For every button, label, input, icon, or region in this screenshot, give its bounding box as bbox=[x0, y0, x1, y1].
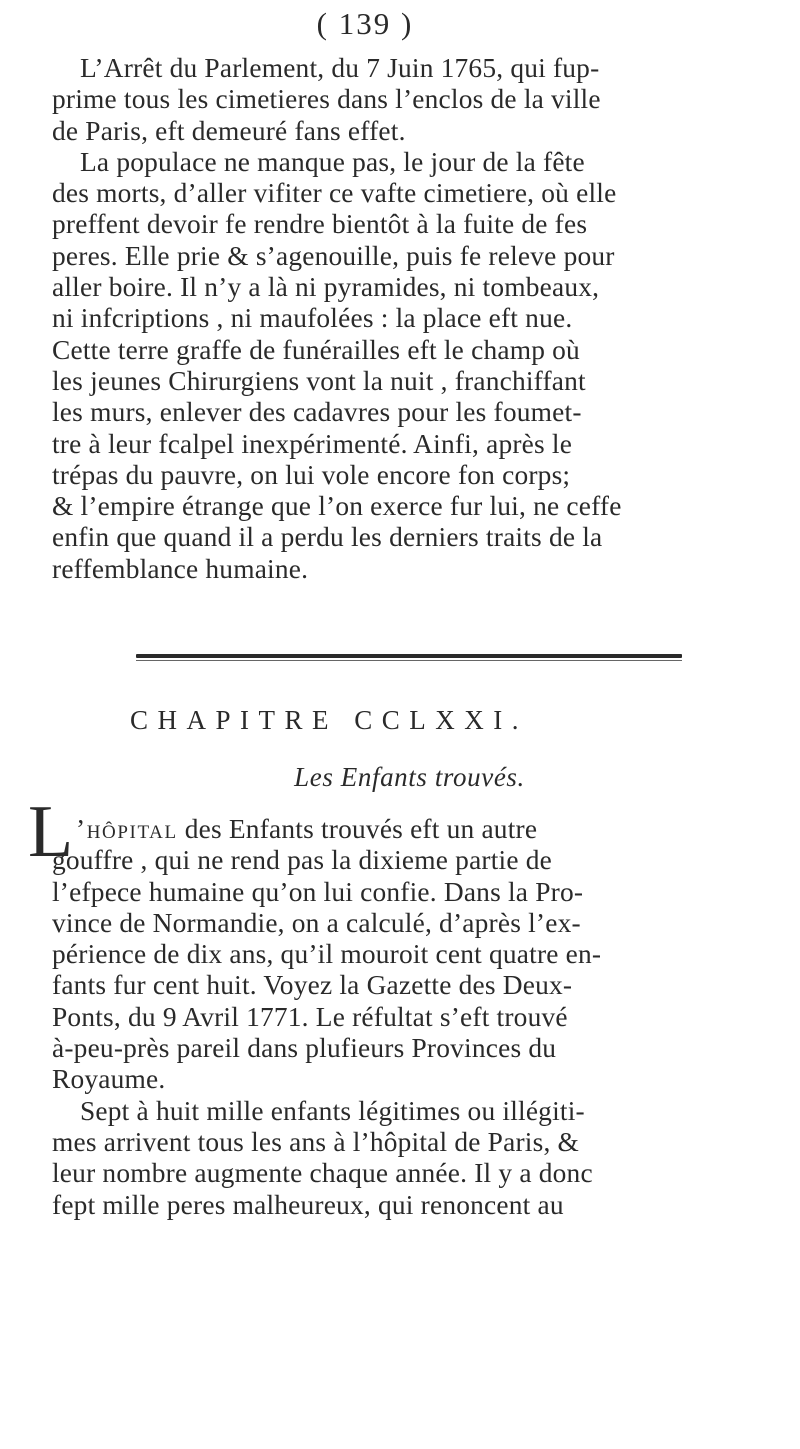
page-number: ( 139 ) bbox=[316, 6, 414, 41]
paragraph-line: prime tous les cimetieres dans l’enclos de la ville bbox=[52, 84, 601, 115]
paragraph-line: preffent devoir fe rendre bientôt à la fuite de fes bbox=[52, 209, 588, 240]
paragraph-line: trépas du pauvre, on lui vole encore fon corps; bbox=[52, 459, 571, 490]
paragraph-line: leur nombre augmente chaque année. Il y a donc bbox=[52, 1158, 593, 1189]
section-divider-fine-rule bbox=[136, 660, 682, 661]
paragraph-line: périence de dix ans, qu’il mouroit cent quatre en- bbox=[52, 939, 602, 970]
paragraph-line: La populace ne manque pas, le jour de la fête bbox=[80, 146, 585, 177]
paragraph-line: Ponts, du 9 Avril 1771. Le réfultat s’eft trouvé bbox=[52, 1001, 568, 1032]
paragraph-line: fants fur cent huit. Voyez la Gazette des Deux- bbox=[52, 970, 573, 1001]
small-caps-word: ’hôpital bbox=[76, 814, 178, 844]
chapter-subtitle: Les Enfants trouvés. bbox=[294, 762, 525, 792]
paragraph-line: fept mille peres malheureux, qui renoncent au bbox=[52, 1189, 564, 1220]
paragraph-line: ni infcriptions , ni maufolées : la place eft nue. bbox=[52, 303, 573, 334]
paragraph-line: Royaume. bbox=[52, 1064, 166, 1095]
paragraph-line: Sept à huit mille enfants légitimes ou illégiti- bbox=[80, 1095, 585, 1126]
first-line-rest: des Enfants trouvés eft un autre bbox=[177, 814, 538, 844]
section-divider-rule bbox=[136, 654, 682, 658]
text-block-chapter bbox=[52, 814, 767, 1221]
paragraph-line: des morts, d’aller vifiter ce vafte cimetiere, où elle bbox=[52, 178, 617, 209]
paragraph-line: mes arrivent tous les ans à l’hôpital de Paris, & bbox=[52, 1126, 580, 1157]
text-block-top bbox=[52, 53, 767, 585]
paragraph-line: à-peu-près pareil dans plufieurs Provinces du bbox=[52, 1033, 557, 1064]
paragraph-line: de Paris, eft demeuré fans effet. bbox=[52, 115, 406, 146]
paragraph-line: les murs, enlever des cadavres pour les foumet- bbox=[52, 397, 582, 428]
drop-cap: L bbox=[28, 791, 74, 873]
paragraph-line: tre à leur fcalpel inexpérimenté. Ainfi, après le bbox=[52, 428, 573, 459]
paragraph-line: aller boire. Il n’y a là ni pyramides, ni tombeaux, bbox=[52, 272, 600, 303]
paragraph-line: les jeunes Chirurgiens vont la nuit , franchiffant bbox=[52, 365, 586, 396]
paragraph-line: Cette terre graffe de funérailles eft le champ où bbox=[52, 334, 580, 365]
paragraph-line: enfin que quand il a perdu les derniers traits de la bbox=[52, 522, 603, 553]
paragraph-line: reffemblance humaine. bbox=[52, 553, 309, 584]
chapter-title: CHAPITRE CCLXXI. bbox=[130, 705, 529, 735]
paragraph-first-line bbox=[52, 814, 767, 845]
paragraph-line: vince de Normandie, on a calculé, d’après l’ex- bbox=[52, 907, 581, 938]
paragraph-line: l’efpece humaine qu’on lui confie. Dans la Pro- bbox=[52, 876, 584, 907]
paragraph-line: peres. Elle prie & s’agenouille, puis fe releve pour bbox=[52, 240, 615, 271]
paragraph-line: & l’empire étrange que l’on exerce fur lui, ne ceffe bbox=[52, 491, 622, 522]
paragraph-line: L’Arrêt du Parlement, du 7 Juin 1765, qui fup- bbox=[80, 53, 600, 83]
paragraph-line: gouffre , qui ne rend pas la dixieme partie de bbox=[52, 845, 553, 876]
